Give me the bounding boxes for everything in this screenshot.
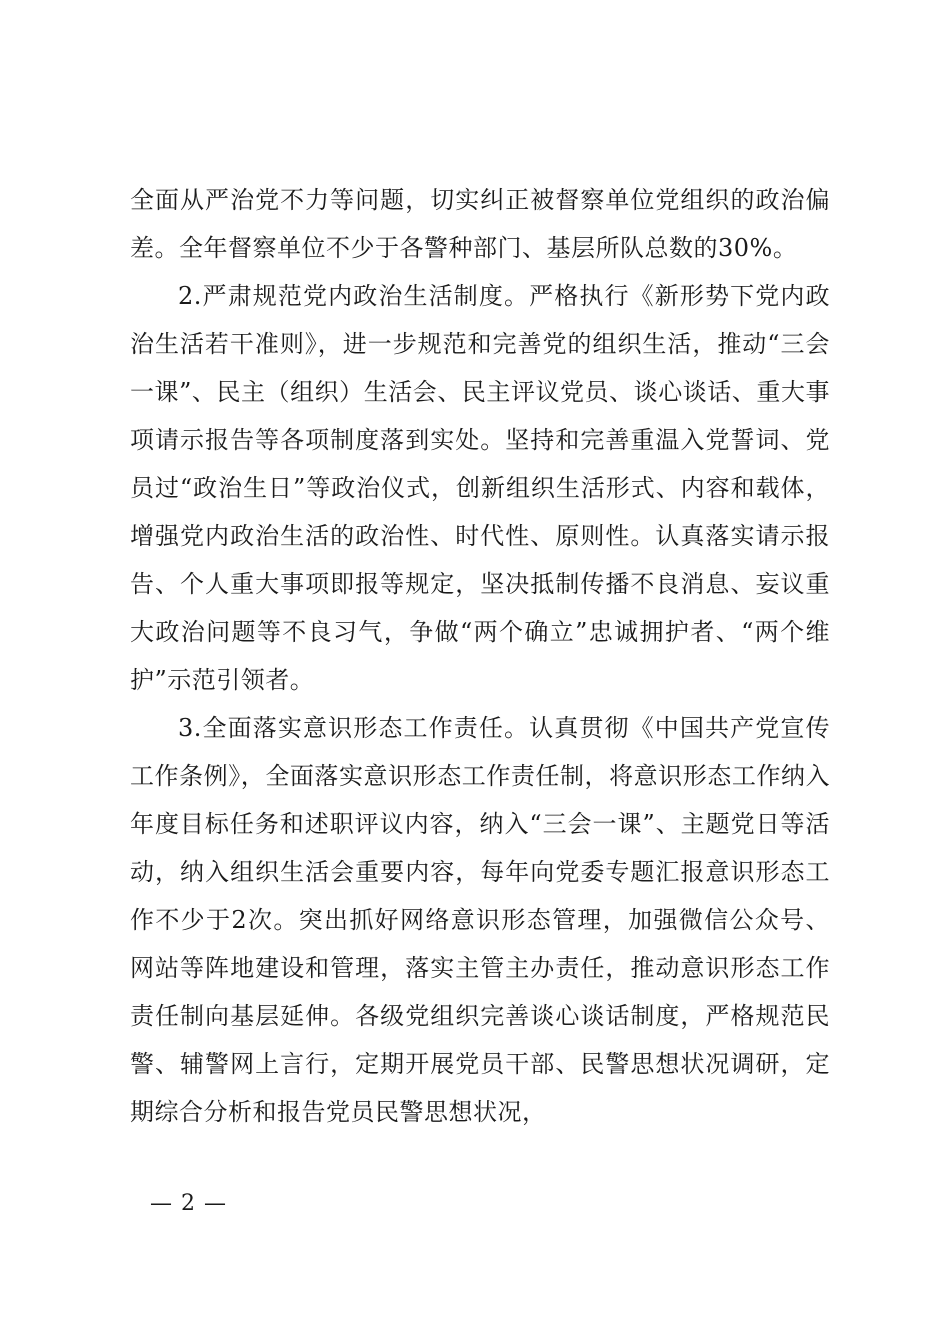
paragraph-continuation: 全面从严治党不力等问题，切实纠正被督察单位党组织的政治偏差。全年督察单位不少于各警种部门、基层所队总数的30%。 bbox=[130, 186, 830, 262]
page-number: — 2 — bbox=[150, 1191, 227, 1216]
body-text bbox=[130, 176, 830, 1136]
paragraph-ideology-responsibility: 3.全面落实意识形态工作责任。认真贯彻《中国共产党宣传工作条例》，全面落实意识形态工作责任制，将意识形态工作纳入年度目标任务和述职评议内容，纳入“三会一课”、主题党日等活动，纳入组织生活会重要内容，每年向党委专题汇报意识形态工作不少于2次。突出抓好网络意识形态管理，加强微信公众号、网站等阵地建设和管理，落实主管主办责任，推动意识形态工作责任制向基层延伸。各级党组织完善谈心谈话制度，严格规范民警、辅警网上言行，定期开展党员干部、民警思想状况调研，定期综合分析和报告党员民警思想状况， bbox=[130, 714, 830, 1126]
paragraph-political-life: 2.严肃规范党内政治生活制度。严格执行《新形势下党内政治生活若干准则》，进一步规范和完善党的组织生活，推动“三会一课”、民主（组织）生活会、民主评议党员、谈心谈话、重大事项请示报告等各项制度落到实处。坚持和完善重温入党誓词、党员过“政治生日”等政治仪式，创新组织生活形式、内容和载体，增强党内政治生活的政治性、时代性、原则性。认真落实请示报告、个人重大事项即报等规定，坚决抵制传播不良消息、妄议重大政治问题等不良习气，争做“两个确立”忠诚拥护者、“两个维护”示范引领者。 bbox=[130, 282, 830, 694]
